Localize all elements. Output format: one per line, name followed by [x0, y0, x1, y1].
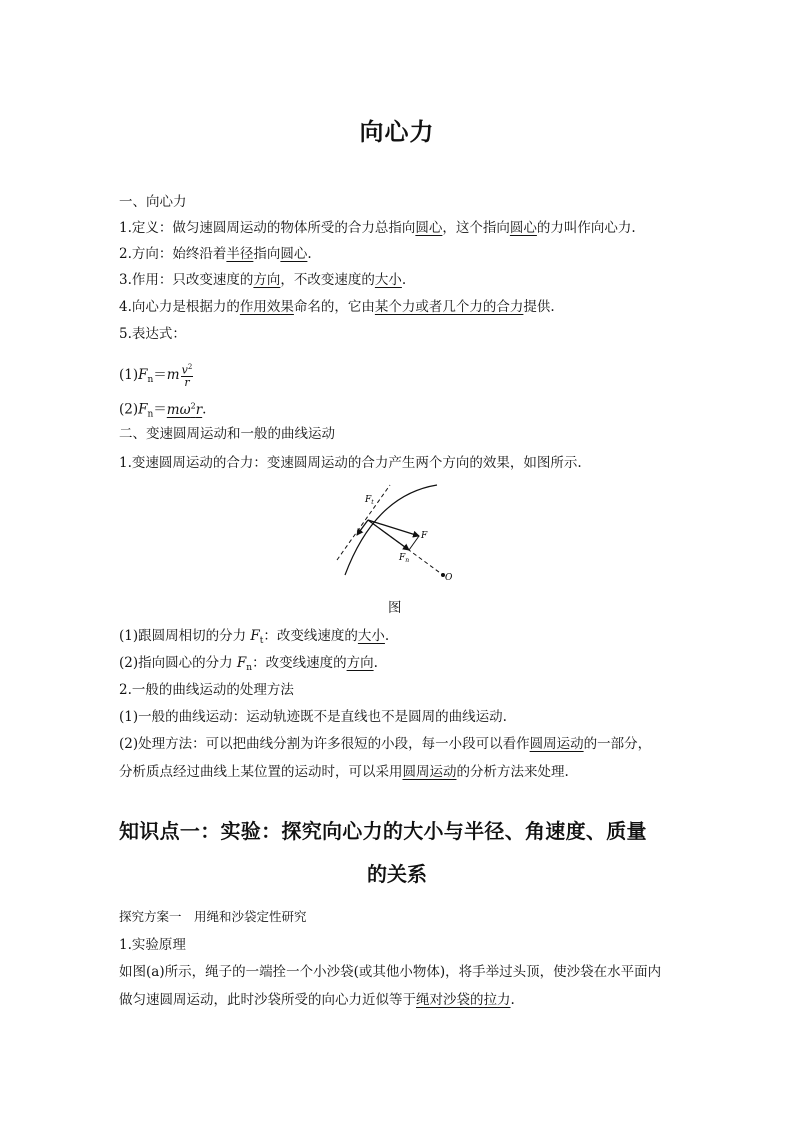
naming-line: 4.向心力是根据力的作用效果命名的，它由某个力或者几个力的合力提供. [119, 299, 555, 315]
tangential-component-line: (1)跟圆周相切的分力 $F_t$：改变线速度的大小. [119, 628, 390, 646]
principle-paragraph-line-2: 做匀速圆周运动，此时沙袋所受的向心力近似等于绳对沙袋的拉力. [119, 992, 515, 1008]
direction-line: 2.方向：始终沿着半径指向圆心. [119, 246, 312, 262]
effect-line: 3.作用：只改变速度的方向，不改变速度的大小. [119, 272, 407, 288]
method-line-1: (2)处理方法：可以把曲线分割为许多很短的小段，每一小段可以看作圆周运动的一部分， [119, 736, 652, 752]
parallelogram-line [409, 536, 419, 550]
label-fn: $F_n$ [399, 553, 410, 564]
figure-caption: 图 [388, 600, 402, 616]
paragraph-variable-force: 1.变速圆周运动的合力：变速圆周运动的合力产生两个方向的效果，如图所示. [119, 455, 582, 471]
knowledge-point-heading: 知识点一：实验：探究向心力的大小与半径、角速度、质量 [119, 819, 647, 843]
general-motion-definition: (1)一般的曲线运动：运动轨迹既不是直线也不是圆周的曲线运动. [119, 709, 507, 725]
normal-component-line: (2)指向圆心的分力 $F_n$：改变线速度的方向. [119, 655, 378, 673]
knowledge-point-heading-continued: 的关系 [367, 862, 427, 886]
label-f: F [421, 531, 428, 541]
formula-1: $(1)F_n=m$ $\frac{v^2}{r}$ [119, 363, 193, 389]
section-heading-variable-motion: 二、变速圆周运动和一般的曲线运动 [119, 426, 335, 442]
normal-force-arrow [368, 520, 409, 550]
fraction: $\frac{v^2}{r}$ [181, 363, 193, 389]
plan-heading: 探究方案一 用绳和沙袋定性研究 [119, 909, 307, 924]
label-o: O [445, 573, 453, 583]
definition-line: 1.定义：做匀速圆周运动的物体所受的合力总指向圆心，这个指向圆心的力叫作向心力. [119, 220, 636, 236]
section-heading-centripetal: 一、向心力 [119, 194, 187, 210]
method-line-2: 分析质点经过曲线上某位置的运动时，可以采用圆周运动的分析方法来处理. [119, 764, 569, 780]
page-title: 向心力 [359, 118, 435, 146]
general-motion-heading: 2.一般的曲线运动的处理方法 [119, 682, 294, 698]
expression-label: 5.表达式： [119, 326, 186, 342]
label-ft: $F_t$ [365, 495, 374, 506]
tangent-line [337, 485, 390, 560]
principle-paragraph-line-1: 如图(a)所示，绳子的一端拴一个小沙袋(或其他小物体)，将手举过头顶，使沙袋在水平面内 [119, 964, 662, 980]
formula-2: $(2)F_n=m\omega^2r$. [119, 401, 207, 420]
principle-heading: 1.实验原理 [119, 937, 186, 953]
force-diagram [335, 480, 460, 585]
net-force-arrow [368, 520, 419, 536]
